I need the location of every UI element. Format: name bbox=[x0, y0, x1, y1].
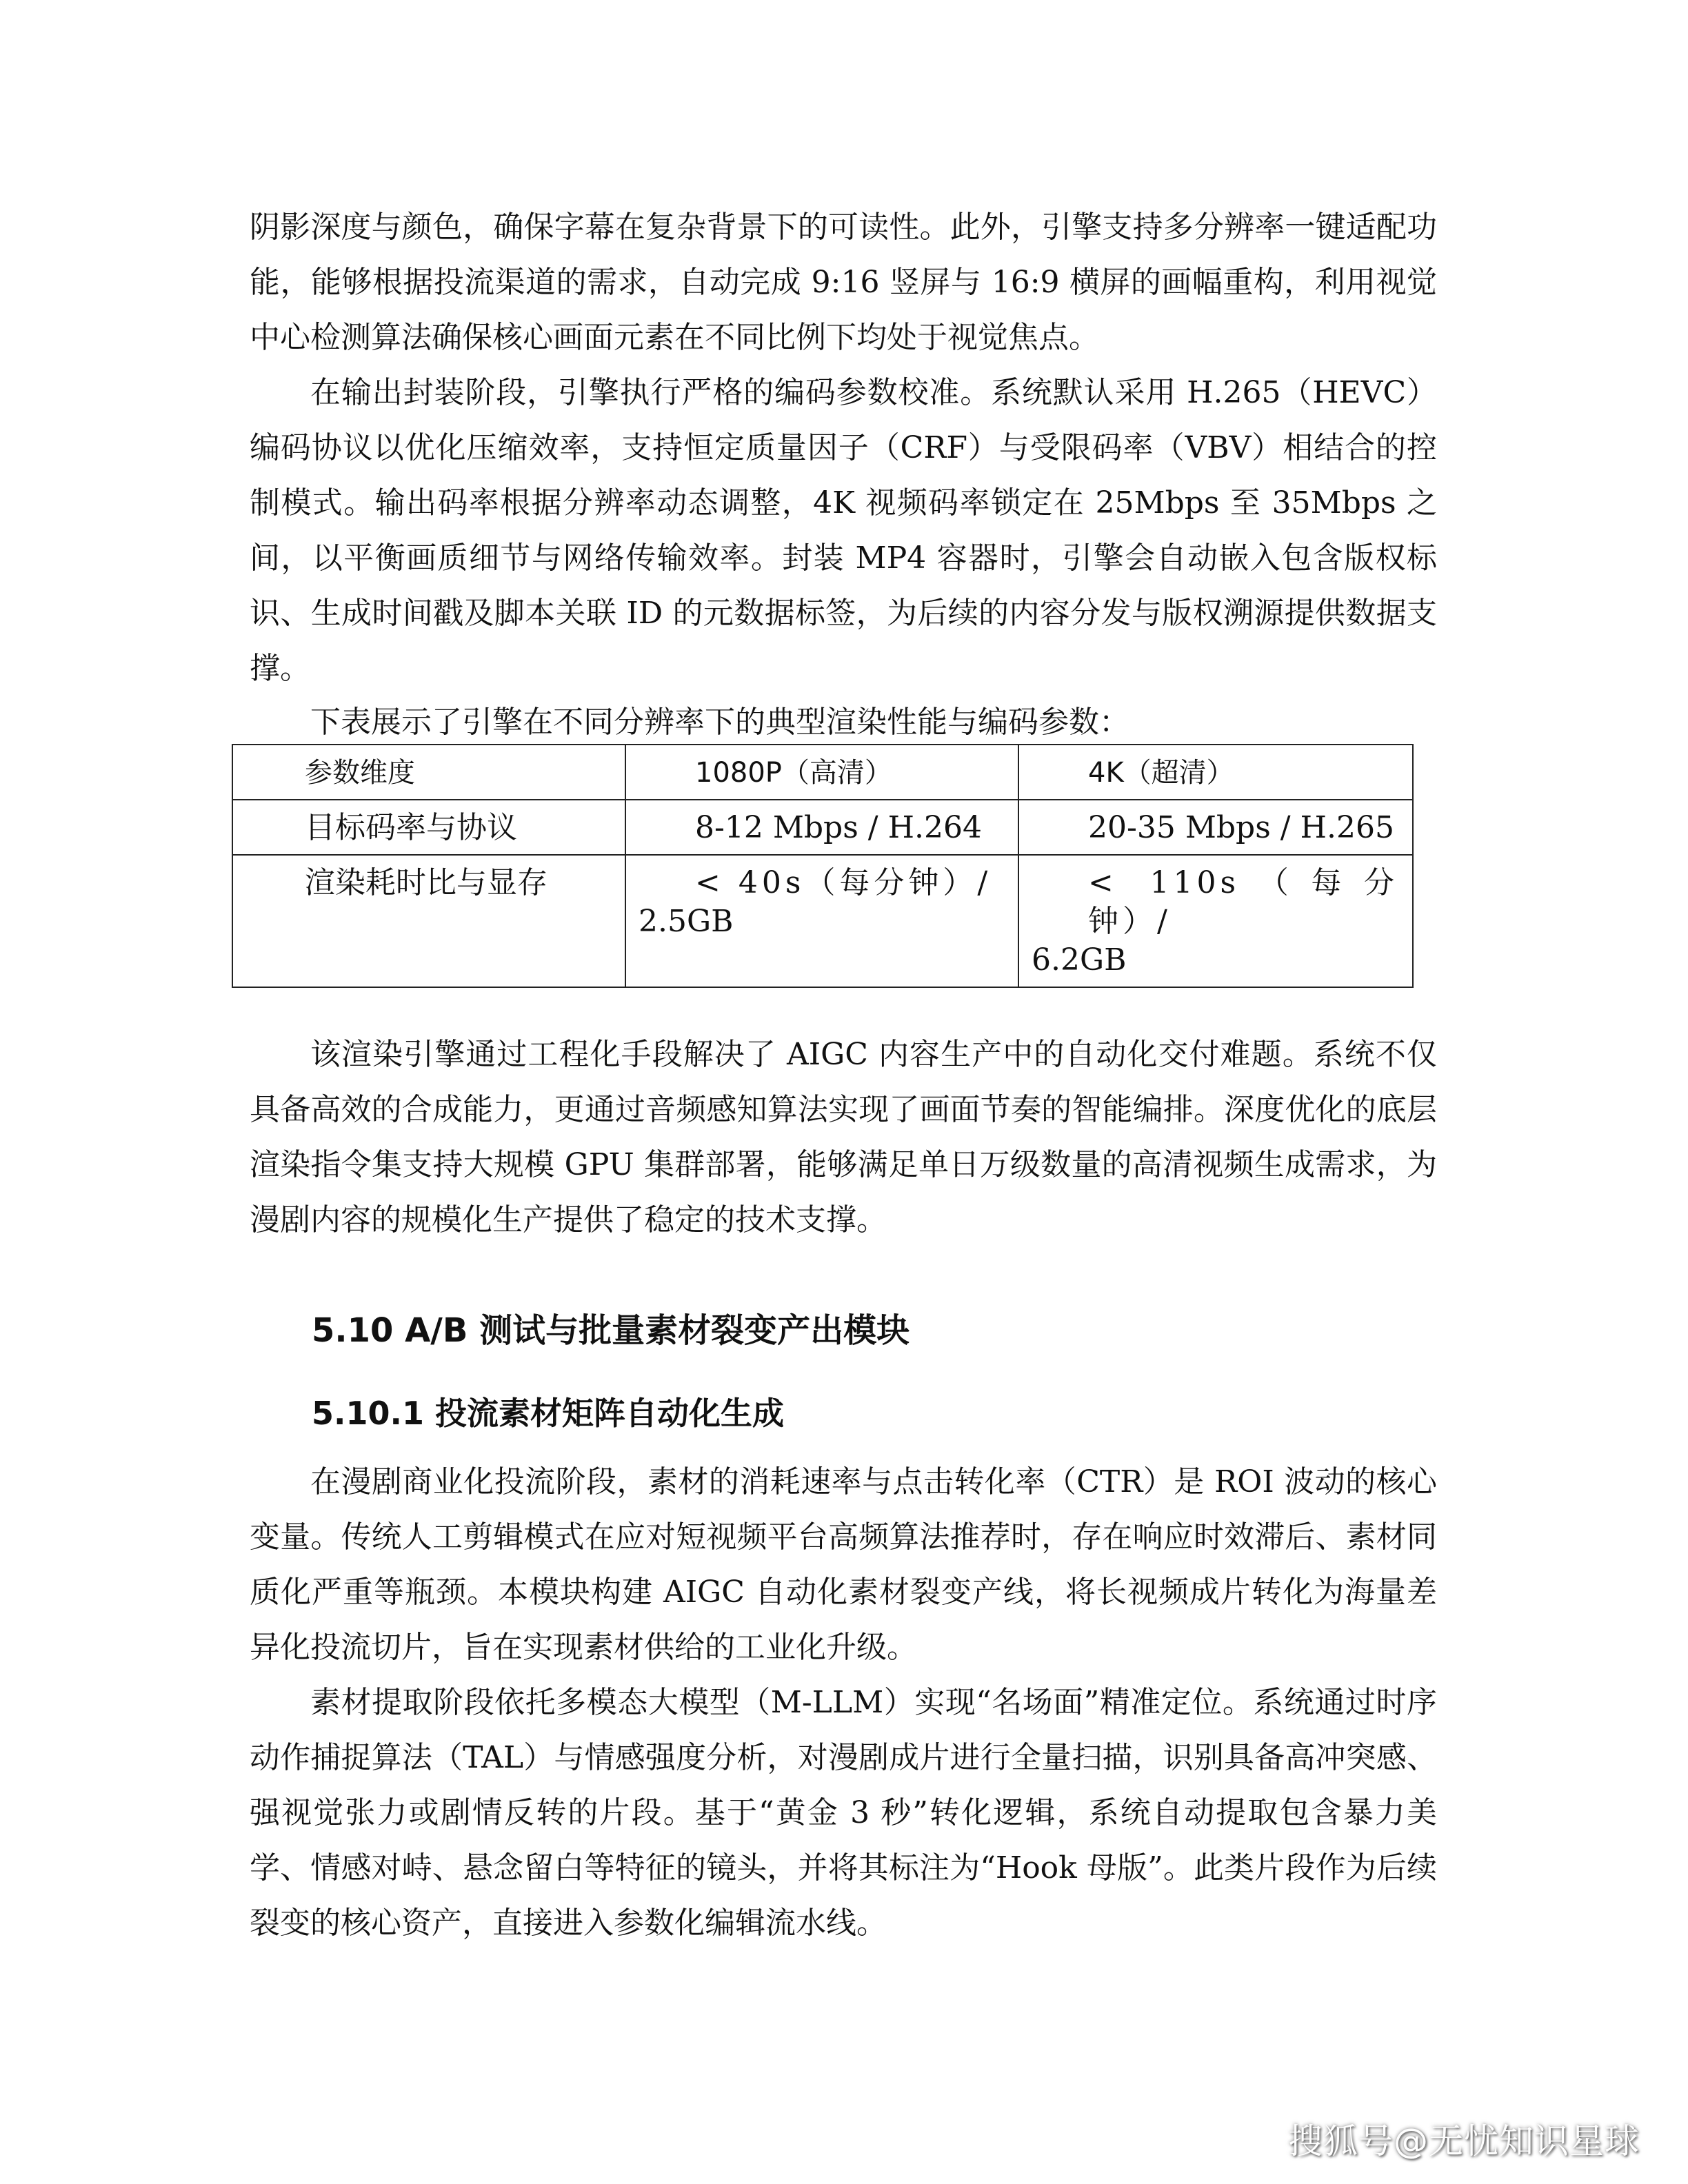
cell-4k-render-time: < 110s（每分钟）/ bbox=[1088, 865, 1398, 939]
table-header-row bbox=[232, 745, 1413, 800]
header-cell-1080p: 1080P（高清） bbox=[625, 745, 1018, 800]
table-intro: 下表展示了引擎在不同分辨率下的典型渲染性能与编码参数： bbox=[310, 705, 1129, 740]
paragraph-commercial-delivery: 在漫剧商业化投流阶段，素材的消耗速率与点击转化率（CTR）是 ROI 波动的核心变量。传统人工剪辑模式在应对短视频平台高频算法推荐时，存在响应时效滞后、素材同质化严重等瓶颈。本模块构建 AIGC 自动化素材裂变产线，将长视频成片转化为海量差异化投流切片，旨在实现素材供给的工业化升级。 bbox=[250, 1464, 1437, 1665]
cell-1080p-bitrate: 8-12 Mbps / H.264 bbox=[625, 800, 1018, 855]
section-heading: 5.10 A/B 测试与批量素材裂变产出模块 bbox=[312, 1311, 910, 1350]
table-row bbox=[232, 800, 1413, 855]
cell-4k-render bbox=[1018, 855, 1413, 987]
cell-4k-bitrate: 20-35 Mbps / H.265 bbox=[1018, 800, 1413, 855]
watermark: 搜狐号@无忧知识星球 bbox=[1288, 2121, 1640, 2161]
paragraph-material-extraction: 素材提取阶段依托多模态大模型（M-LLM）实现“名场面”精准定位。系统通过时序动作捕捉算法（TAL）与情感强度分析，对漫剧成片进行全量扫描，识别具备高冲突感、强视觉张力或剧情反转的片段。基于“黄金 3 秒”转化逻辑，系统自动提取包含暴力美学、情感对峙、悬念留白等特征的镜头，并将其标注为“Hook 母版”。此类片段作为后续裂变的核心资产，直接进入参数化编辑流水线。 bbox=[250, 1685, 1437, 1941]
cell-1080p-vram: 2.5GB bbox=[639, 904, 734, 939]
cell-1080p-render-time: < 40s（每分钟）/ bbox=[695, 865, 992, 900]
header-cell-4k: 4K（超清） bbox=[1018, 745, 1413, 800]
row-label-render-time: 渲染耗时比与显存 bbox=[232, 855, 625, 987]
subsection-heading: 5.10.1 投流素材矩阵自动化生成 bbox=[312, 1395, 784, 1432]
paragraph-output-encoding: 在输出封装阶段，引擎执行严格的编码参数校准。系统默认采用 H.265（HEVC）编码协议以优化压缩效率，支持恒定质量因子（CRF）与受限码率（VBV）相结合的控制模式。输出码率根据分辨率动态调整，4K 视频码率锁定在 25Mbps 至 35Mbps 之间，以平衡画质细节与网络传输效率。封装 MP4 容器时，引擎会自动嵌入包含版权标识、生成时间戳及脚本关联 ID 的元数据标签，为后续的内容分发与版权溯源提供数据支撑。 bbox=[250, 375, 1437, 686]
cell-4k-vram: 6.2GB bbox=[1032, 942, 1127, 978]
paragraph-subtitle-readability: 阴影深度与颜色，确保字幕在复杂背景下的可读性。此外，引擎支持多分辨率一键适配功能，能够根据投流渠道的需求，自动完成 9:16 竖屏与 16:9 横屏的画幅重构，利用视觉中心检测算法确保核心画面元素在不同比例下均处于视觉焦点。 bbox=[250, 210, 1437, 355]
render-performance-table bbox=[232, 744, 1414, 988]
paragraph-render-engine-summary: 该渲染引擎通过工程化手段解决了 AIGC 内容生产中的自动化交付难题。系统不仅具备高效的合成能力，更通过音频感知算法实现了画面节奏的智能编排。深度优化的底层渲染指令集支持大规模 GPU 集群部署，能够满足单日万级数量的高清视频生成需求，为漫剧内容的规模化生产提供了稳定的技术支撑。 bbox=[250, 1037, 1437, 1237]
cell-1080p-render bbox=[625, 855, 1018, 987]
row-label-bitrate: 目标码率与协议 bbox=[232, 800, 625, 855]
table-row bbox=[232, 855, 1413, 987]
header-cell-dimension: 参数维度 bbox=[232, 745, 625, 800]
